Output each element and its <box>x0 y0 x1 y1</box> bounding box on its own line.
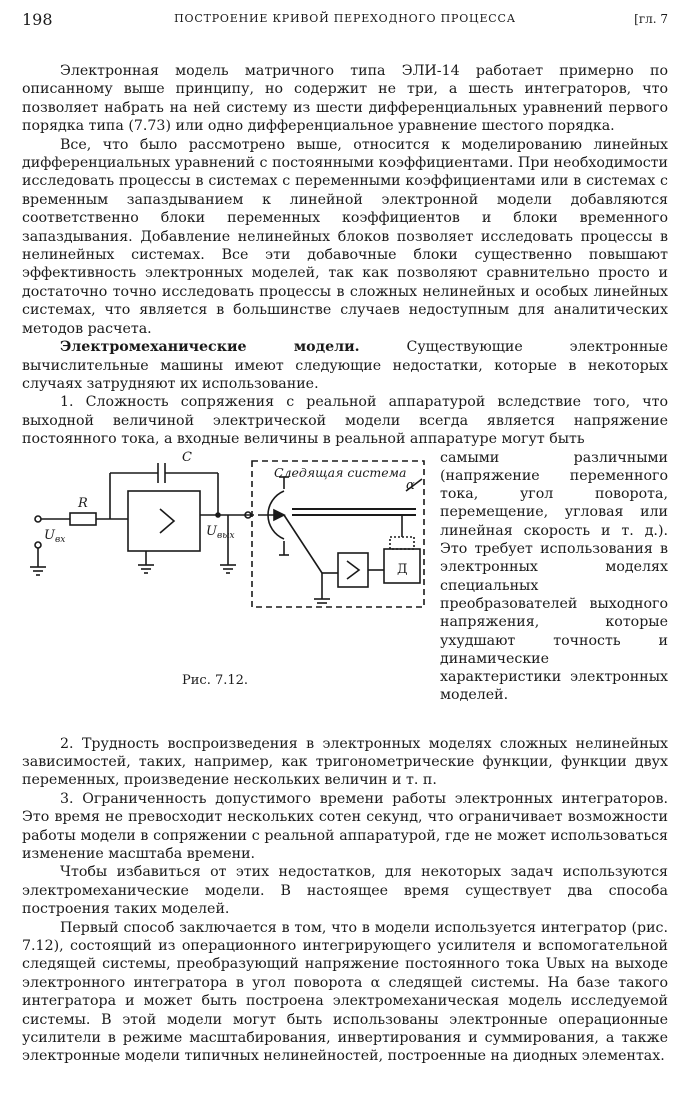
section-heading: Электромеханические модели. <box>60 339 360 356</box>
paragraph-point-1: 1. Сложность сопряжения с реальной аппаратурой вследствие того, что выходной величиной электрической модели всегда является напряжение постоянного тока, а входные величины в реальной аппаратуре могут быть <box>22 394 668 448</box>
paragraph-electromechanical-intro: Электромеханические модели. Существующие электронные вычислительные машины имеют следующие недостатки, которые в некоторых случаях затрудняют их использование. <box>22 339 668 392</box>
tracking-system-label: Следящая система <box>274 464 407 480</box>
label-u-out: $U_{вых}$ <box>206 523 235 541</box>
book-page <box>22 8 668 1066</box>
paragraph-eli14: Электронная модель матричного типа ЭЛИ-14 работает примерно по описанному выше принципу, но содержит не три, а шесть интеграторов, что позволяет набрать на ней систему из шести дифференциальных уравнений первого порядка типа (7.73) или одно дифференциальное уравнение шестого порядка. <box>22 63 668 135</box>
label-alpha: α <box>406 477 415 493</box>
paragraph-linear-models: Все, что было рассмотрено выше, относится к моделированию линейных дифференциальных уравнений с постоянными коэффициентами. При необходимости исследовать процессы в системах с переменными коэффициентами или в системах с временным запаздыванием к линейной электронной модели добавляются соответственно блоки переменных коэффициентов и блоки временного запаздывания. Добавление нелинейных блоков позволяет исследовать процессы в нелинейных системах. Все эти добавочные блоки существенно повышают эффективность электронных моделей, так как позволяют сравнительно просто и достаточно точно исследовать процессы в сложных нелинейных и особых линейных системах, что является в большинстве случаев недоступным для аналитических методов расчета. <box>22 136 668 337</box>
servo-amplifier <box>338 553 368 587</box>
label-r: R <box>78 495 88 511</box>
running-title: ПОСТРОЕНИЕ КРИВОЙ ПЕРЕХОДНОГО ПРОЦЕССА <box>174 12 516 25</box>
circuit-diagram <box>22 449 432 669</box>
figure-caption: Рис. 7.12. <box>182 672 249 688</box>
paragraph-point-2: 2. Трудность воспроизведения в электронных моделях сложных нелинейных зависимостей, таких, например, как тригонометрические функции, функции двух переменных, произведение нескольких величин и т. п. <box>22 735 668 789</box>
input-terminal-top <box>35 516 41 522</box>
motor-label: Д <box>397 561 408 577</box>
integrator-amplifier <box>128 491 200 551</box>
chapter-marker: [гл. 7 <box>634 12 668 26</box>
figure-block <box>22 449 668 735</box>
page-number: 198 <box>22 10 53 29</box>
paragraph-remedy: Чтобы избавиться от этих недостатков, для некоторых задач используются электромеханические модели. В настоящее время существует два способа построения таких моделей. <box>22 864 668 918</box>
input-terminal-bottom <box>35 542 41 548</box>
running-header <box>22 8 668 32</box>
paragraph-point-3: 3. Ограниченность допустимого времени работы электронных интеграторов. Это время не превосходит нескольких сотен секунд, что ограничивает возможности работы модели в сопряжении с реальной аппаратурой, где не может использоваться изменение масштаба времени. <box>22 790 668 862</box>
figure-7-12 <box>22 449 432 735</box>
paragraph-first-method: Первый способ заключается в том, что в модели используется интегратор (рис. 7.12), состоящий из операционного интегрирующего усилителя и вспомогательной следящей системы, преобразующий напряжение постоянного тока Uвых на выходе электронного интегратора в угол поворота α следящей системы. На базе такого интегратора и может быть построена электромеханическая модель исследуемой системы. В этой модели могут быть использованы электронные операционные усилители в режиме масштабирования, инвертирования и суммирования, а также электронные модели типичных нелинейностей, построенные на диодных элементах. <box>22 919 668 1065</box>
label-u-in: $U_{вх}$ <box>44 527 66 545</box>
label-c: C <box>182 449 192 465</box>
paragraph-point-1-continued: самыми различными (напряжение переменного тока, угол поворота, перемещение, угловая или линейная скорость и т. д.). Это требует использования в электронных моделях специальных преобразователей выходного напряжения, которые ухудшают точность и динамические характеристики электронных моделей. <box>440 449 668 704</box>
resistor-r <box>70 513 96 525</box>
